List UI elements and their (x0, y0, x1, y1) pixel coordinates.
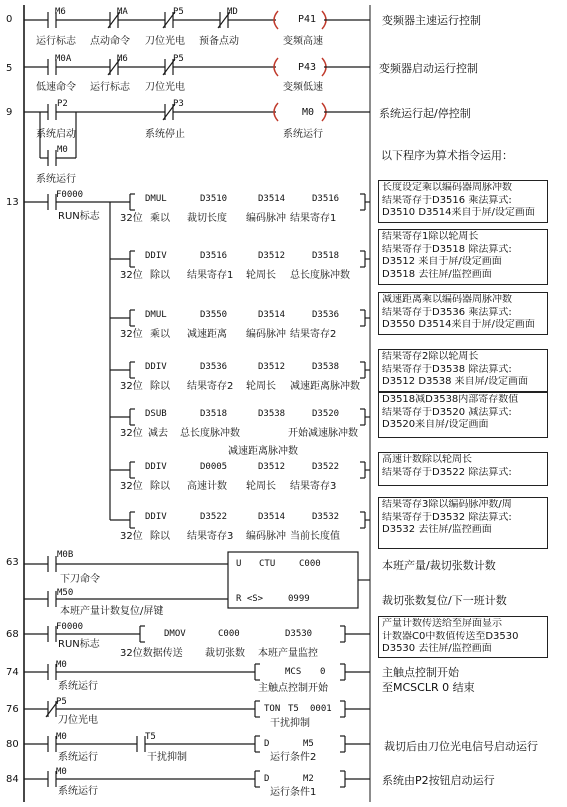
step-number: 0 (6, 14, 13, 25)
instruction-op: DDIV (145, 512, 167, 522)
instruction-operand: D3538 (312, 362, 340, 372)
contact-address: P3 (173, 99, 184, 109)
instruction-desc: 32位 (120, 270, 143, 281)
contact-address: M6 (55, 7, 66, 17)
comment-box (378, 180, 548, 223)
instruction-operand: D3518 (312, 251, 340, 261)
contact-address: P5 (173, 7, 184, 17)
step-number: 5 (6, 63, 13, 74)
instruction-op: MCS (285, 667, 302, 677)
contact-label: 系统停止 (145, 129, 185, 140)
instruction-desc: 乘以 (150, 329, 170, 340)
counter-u-label: U (236, 559, 242, 569)
instruction-operand: 0 (320, 667, 326, 677)
instruction-desc: 结果寄存1 (290, 213, 337, 224)
instruction-op: D (264, 739, 270, 749)
step-number: 74 (6, 667, 19, 678)
timer-address: T5 (288, 704, 299, 714)
instruction-label: 干扰抑制 (270, 718, 310, 729)
comment-box (378, 392, 548, 438)
instruction-desc: 除以 (150, 531, 170, 542)
instruction-operand: D3510 (200, 194, 228, 204)
step-number: 80 (6, 739, 19, 750)
rung-comment: 至MCSCLR 0 结束 (382, 681, 475, 694)
instruction-desc: 结果寄存2 (187, 381, 234, 392)
comment-box (378, 349, 548, 392)
instruction-label: 运行条件2 (270, 752, 317, 763)
instruction-desc: 除以 (150, 270, 170, 281)
instruction-desc: 除以 (150, 381, 170, 392)
comment-box (378, 229, 548, 285)
instruction-desc: 结果寄存2 (290, 329, 337, 340)
contact-address: F0000 (56, 622, 84, 632)
comment-line: 结果寄存1除以轮周长 (382, 231, 479, 242)
comment-box (378, 497, 548, 549)
comment-line: D3518 去往屏/监控画面 (382, 268, 492, 280)
instruction-desc: 裁切张数 (205, 648, 245, 659)
contact-address: M0B (57, 550, 74, 560)
instruction-desc: 轮周长 (246, 381, 276, 392)
contact-address: M50 (57, 588, 74, 598)
instruction-op: DDIV (145, 362, 167, 372)
contact-label: 系统运行 (58, 681, 98, 692)
rung-comment: 系统由P2按钮启动运行 (382, 774, 495, 787)
instruction-operand: D3536 (312, 310, 340, 320)
step-number: 76 (6, 704, 19, 715)
comment-line: 结果寄存于D3538 除法算式: (382, 363, 512, 375)
contact-address: M0 (56, 660, 67, 670)
contact-address: T5 (145, 732, 156, 742)
contact-label: 刀位光电 (58, 715, 98, 726)
instruction-operand: D0005 (200, 462, 228, 472)
rung-comment: 变频器主速运行控制 (382, 14, 481, 27)
instruction-op: DSUB (145, 409, 167, 419)
comment-line: 结果寄存于D3518 除法算式: (382, 243, 512, 255)
instruction-desc: 减速距离脉冲数 (228, 446, 298, 457)
counter-reset-label: R <S> (236, 594, 264, 604)
contact-label: 本班产量计数复位/屏键 (60, 606, 164, 617)
instruction-operand: D3514 (258, 512, 286, 522)
instruction-desc: 轮周长 (246, 481, 276, 492)
contact-label: 低速命令 (36, 82, 76, 93)
comment-box (378, 292, 548, 335)
comment-line: 结果寄存于D3532 除法算式: (382, 511, 512, 523)
contact-address: MD (227, 7, 238, 17)
contact-label: 预备点动 (199, 36, 239, 47)
comment-line: D3512 D3538 来自屏/设定画面 (382, 376, 529, 387)
instruction-op: DDIV (145, 462, 167, 472)
coil-label: 系统运行 (283, 129, 323, 140)
comment-line: 产量计数传送给至屏面显示 (382, 618, 502, 629)
comment-line: D3550 D3514来自于屏/设定画面 (382, 319, 535, 330)
step-number: 9 (6, 107, 13, 118)
contact-address: M0 (56, 767, 67, 777)
contact-label: 运行标志 (36, 36, 76, 47)
coil-address: P43 (298, 62, 317, 73)
step-number: 63 (6, 557, 19, 568)
instruction-operand: D3518 (200, 409, 228, 419)
instruction-desc: 结果寄存3 (290, 481, 337, 492)
instruction-desc: 32位 (120, 428, 143, 439)
instruction-operand: D3514 (258, 310, 286, 320)
comment-line: 高速计数除以轮周长 (382, 454, 472, 465)
instruction-operand: D3536 (200, 362, 228, 372)
instruction-op: DDIV (145, 251, 167, 261)
comment-box (378, 616, 548, 658)
instruction-desc: 开始减速脉冲数 (288, 428, 358, 439)
instruction-desc: 总长度脉冲数 (180, 428, 240, 439)
instruction-desc: 32位数据传送 (120, 648, 183, 659)
comment-line: D3512 来自于屏/设定画面 (382, 256, 502, 267)
instruction-desc: 轮周长 (246, 270, 276, 281)
comment-line: 结果寄存于D3522 除法算式: (382, 466, 512, 478)
rung-comment: 裁切张数复位/下一班计数 (382, 594, 507, 607)
instruction-desc: 减速距离 (187, 329, 227, 340)
comment-line: 结果寄存3除以编码脉冲数/周 (382, 499, 512, 510)
section-note: 以下程序为算术指令运用： (381, 149, 513, 162)
instruction-operand: D3516 (312, 194, 340, 204)
comment-line: 减速距离乘以编码器周脉冲数 (382, 294, 512, 305)
comment-line: 结果寄存2除以轮周长 (382, 351, 479, 362)
contact-label: 系统运行 (58, 752, 98, 763)
comment-line: D3530 去往屏/监控画面 (382, 643, 492, 654)
contact-address: M0 (56, 732, 67, 742)
rung-comment: 裁切后由刀位光电信号启动运行 (384, 740, 538, 753)
instruction-operand: D3512 (258, 462, 286, 472)
instruction-desc: 裁切长度 (187, 213, 227, 224)
rung-comment: 变频器启动运行控制 (379, 62, 478, 75)
instruction-desc: 减去 (148, 428, 168, 439)
contact-label: 系统运行 (36, 174, 76, 185)
instruction-desc: 编码脉冲 (246, 329, 286, 340)
contact-label: 系统运行 (58, 786, 98, 797)
instruction-desc: 编码脉冲 (246, 213, 286, 224)
contact-label: RUN标志 (58, 639, 100, 650)
instruction-desc: 除以 (150, 481, 170, 492)
instruction-desc: 高速计数 (187, 481, 227, 492)
instruction-desc: 乘以 (150, 213, 170, 224)
contact-address: M6 (117, 54, 128, 64)
coil-label: 变频高速 (283, 36, 323, 47)
instruction-operand: D3550 (200, 310, 228, 320)
instruction-desc: 32位 (120, 213, 143, 224)
comment-line: D3532 去往屏/监控画面 (382, 524, 492, 535)
contact-address: M0A (55, 54, 72, 64)
contact-label: RUN标志 (58, 211, 100, 222)
contact-label: 点动命令 (90, 36, 130, 47)
comment-line: 计数器C0中数值传送至D3530 (382, 630, 519, 642)
instruction-desc: 32位 (120, 381, 143, 392)
instruction-desc: 32位 (120, 329, 143, 340)
step-number: 84 (6, 774, 19, 785)
contact-address: MA (117, 7, 128, 17)
rung-comment: 主触点控制开始 (382, 666, 459, 679)
coil-label: 变频低速 (283, 82, 323, 93)
instruction-desc: 结果寄存3 (187, 531, 234, 542)
contact-label: 系统启动 (36, 129, 76, 140)
timer-preset: 0001 (310, 704, 332, 714)
instruction-operand: C000 (218, 629, 240, 639)
comment-line: D3510 D3514来自于屏/设定画面 (382, 207, 535, 218)
instruction-desc: 32位 (120, 481, 143, 492)
contact-label: 干扰抑制 (147, 752, 187, 763)
instruction-op: TON (264, 704, 281, 714)
instruction-desc: 本班产量监控 (258, 648, 318, 659)
instruction-desc: 总长度脉冲数 (290, 270, 350, 281)
instruction-desc: 减速距离脉冲数 (290, 381, 360, 392)
instruction-desc: 32位 (120, 531, 143, 542)
instruction-op: D (264, 774, 270, 784)
instruction-desc: 编码脉冲 (246, 531, 286, 542)
contact-label: 下刀命令 (60, 574, 100, 585)
step-number: 13 (6, 197, 19, 208)
contact-address: F0000 (56, 190, 84, 200)
comment-line: 长度设定乘以编码器周脉冲数 (382, 182, 512, 193)
comment-line: D3520来自屏/设定画面 (382, 419, 489, 430)
instruction-operand: D3520 (312, 409, 340, 419)
instruction-label: 主触点控制开始 (258, 683, 328, 694)
rung-comment: 本班产量/裁切张数计数 (382, 559, 496, 572)
counter-preset: 0999 (288, 594, 310, 604)
instruction-operand: D3514 (258, 194, 286, 204)
contact-label: 刀位光电 (145, 36, 185, 47)
instruction-operand: D3512 (258, 362, 286, 372)
contact-label: 刀位光电 (145, 82, 185, 93)
instruction-op: DMUL (145, 194, 167, 204)
instruction-operand: M5 (303, 739, 314, 749)
contact-address: P2 (57, 99, 68, 109)
instruction-desc: 结果寄存1 (187, 270, 234, 281)
comment-line: 结果寄存于D3520 减法算式: (382, 406, 512, 418)
instruction-operand: D3530 (285, 629, 313, 639)
comment-line: 结果寄存于D3536 乘法算式: (382, 306, 512, 318)
comment-line: D3518减D3538内部寄存数值 (382, 394, 519, 405)
instruction-label: 运行条件1 (270, 787, 317, 798)
contact-address: M0 (57, 145, 68, 155)
counter-op: CTU (259, 559, 276, 569)
contact-address: P5 (173, 54, 184, 64)
instruction-operand: D3516 (200, 251, 228, 261)
step-number: 68 (6, 629, 19, 640)
coil-address: P41 (298, 14, 317, 25)
instruction-op: DMOV (164, 629, 186, 639)
instruction-operand: D3522 (200, 512, 228, 522)
comment-box (378, 452, 548, 486)
comment-line: 结果寄存于D3516 乘法算式: (382, 194, 512, 206)
instruction-operand: D3532 (312, 512, 340, 522)
instruction-operand: D3512 (258, 251, 286, 261)
contact-address: P5 (56, 697, 67, 707)
instruction-operand: M2 (303, 774, 314, 784)
instruction-operand: D3538 (258, 409, 286, 419)
instruction-desc: 当前长度值 (290, 531, 340, 542)
coil-address: M0 (302, 107, 315, 118)
contact-label: 运行标志 (90, 82, 130, 93)
instruction-op: DMUL (145, 310, 167, 320)
counter-address: C000 (299, 559, 321, 569)
rung-comment: 系统运行起/停控制 (379, 107, 471, 120)
instruction-operand: D3522 (312, 462, 340, 472)
